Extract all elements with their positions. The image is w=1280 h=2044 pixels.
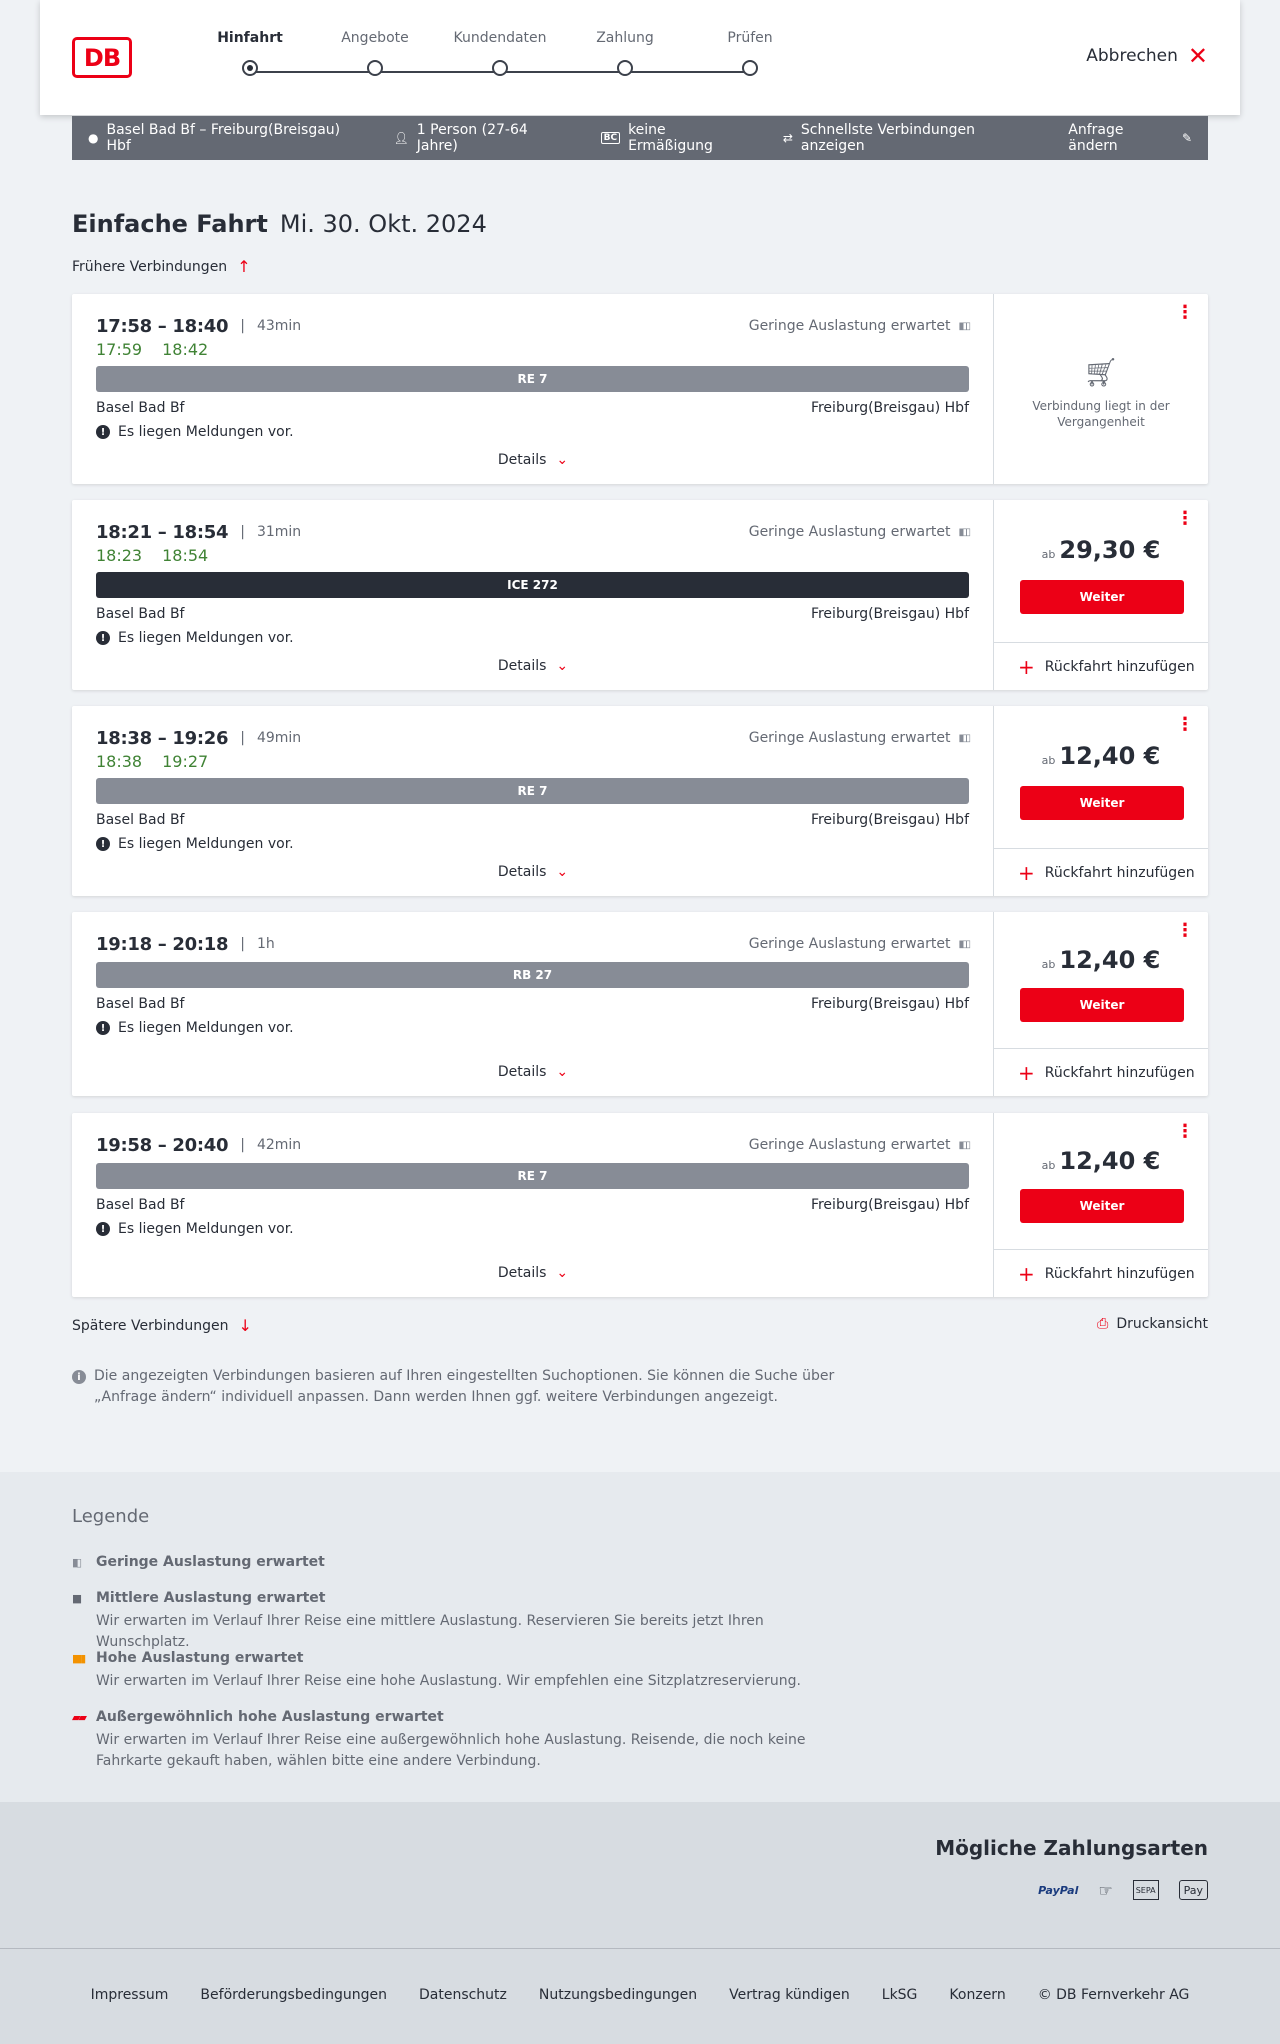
details-toggle[interactable]: Details ⌄ [497,1265,569,1281]
continue-button[interactable]: Weiter [1020,580,1184,614]
footer-link-lksg[interactable]: LkSG [881,1987,918,2003]
train-bar[interactable]: RB 27 [96,962,969,988]
discount-info: BC keine Ermäßigung [601,122,751,154]
price: ab 12,40 € [1041,742,1161,770]
db-logo[interactable]: DB [72,37,132,78]
details-toggle[interactable]: Details ⌄ [497,864,569,880]
step-circle [742,60,758,76]
load-indicator: Geringe Auslastung erwartet ▮▯▯ [748,318,969,334]
price-box [994,500,1208,642]
message-text: Es liegen Meldungen vor. [118,1221,294,1237]
step-circle [617,60,633,76]
connection-card [72,294,1208,484]
continue-button[interactable]: Weiter [1020,786,1184,820]
load-indicator: Geringe Auslastung erwartet ▮▯▯ [748,936,969,952]
price-box [994,912,1208,1048]
plus-icon: + [1018,654,1035,679]
print-view-link[interactable]: ⎙ Druckansicht [1097,1316,1208,1332]
footer-links [0,1987,1280,2003]
origin-station: Basel Bad Bf [96,606,185,622]
message-text: Es liegen Meldungen vor. [118,836,294,852]
plus-icon: + [1018,860,1035,885]
earlier-connections-link[interactable]: Frühere Verbindungen ↑ [72,257,251,276]
connection-times: 18:21 – 18:54 [96,521,229,543]
duration: 42min [256,1137,302,1153]
footer-copyright: © DB Fernverkehr AG [1037,1987,1190,2003]
search-summary-bar [72,116,1208,160]
pencil-icon: ✎ [1181,131,1192,145]
train-bar[interactable]: RE 7 [96,1163,969,1189]
step-circle [242,60,258,76]
realtime-times: 18:38 19:27 [96,752,209,771]
footer-link-befoerderungsbedingungen[interactable]: Beförderungsbedingungen [200,1987,387,2003]
legend-item-medium: ▮▮ Mittlere Auslastung erwartet Wir erwarten im Verlauf Ihrer Reise eine mittlere Auslastung. Reservieren Sie bereits jetzt Ihren Wunschplatz. [72,1590,764,1650]
legend-title: Legende [72,1506,150,1527]
location-pin-icon: ● [88,131,99,145]
train-bar[interactable]: ICE 272 [96,572,969,598]
details-toggle[interactable]: Details ⌄ [497,452,569,468]
duration: 43min [256,318,302,334]
footer-link-impressum[interactable]: Impressum [90,1987,169,2003]
more-options-icon[interactable]: ⋮ [1176,920,1194,941]
more-options-icon[interactable]: ⋮ [1176,302,1194,323]
payment-icons [1038,1880,1208,1900]
price: ab 12,40 € [1041,1147,1161,1175]
legend-item-exceptional: ▰▰ Außergewöhnlich hohe Auslastung erwartet Wir erwarten im Verlauf Ihrer Reise eine außergewöhnlich hohe Auslastung. Reisende, die noch keine Fahrkarte gekauft haben, wählen bitte eine andere Verbindung. [72,1709,806,1769]
load-low-icon: ▮▯▯ [958,320,969,332]
connection-details: 18:21 – 18:54 | 31min Geringe Auslastung erwartet ▮▯▯ 18:23 18:54 ICE 272 Basel Bad Bf Freiburg(Breisgau) Hbf ! Es liegen Meldungen vor. [72,500,994,690]
arrow-down-icon: ↓ [238,1316,252,1335]
connection-times: 19:58 – 20:40 [96,1134,229,1156]
add-return-trip-button[interactable]: + Rückfahrt hinzufügen [994,848,1208,896]
load-low-icon: ▮▯▯ [958,938,969,950]
message-text: Es liegen Meldungen vor. [118,630,294,646]
destination-station: Freiburg(Breisgau) Hbf [810,996,969,1012]
legend-item-high: ▮▮▮ Hohe Auslastung erwartet Wir erwarten im Verlauf Ihrer Reise eine hohe Auslastung. Wir empfehlen eine Sitzplatzreservierung. [72,1650,801,1689]
connection-card [72,706,1208,896]
footer-link-nutzungsbedingungen[interactable]: Nutzungsbedingungen [538,1987,698,2003]
chevron-down-icon: ⌄ [556,1064,569,1080]
plus-icon: + [1018,1060,1035,1085]
legend-item-low: ▮▯ Geringe Auslastung erwartet [72,1554,325,1570]
chevron-down-icon: ⌄ [556,658,569,674]
price-box [994,1113,1208,1249]
legend-section [0,1472,1280,1802]
more-options-icon[interactable]: ⋮ [1176,714,1194,735]
chevron-down-icon: ⌄ [556,1265,569,1281]
close-icon: ✕ [1187,42,1208,70]
chevron-down-icon: ⌄ [556,452,569,468]
origin-station: Basel Bad Bf [96,812,185,828]
warning-icon: ! [96,631,110,645]
connection-times: 18:38 – 19:26 [96,727,229,749]
connection-details: 18:38 – 19:26 | 49min Geringe Auslastung erwartet ▮▯▯ 18:38 19:27 RE 7 Basel Bad Bf Freiburg(Breisgau) Hbf ! Es liegen Meldungen vor. [72,706,994,896]
swap-icon: ⇄ [782,131,793,145]
past-connection-text: Verbindung liegt in der Vergangenheit [1032,399,1170,429]
price: ab 12,40 € [1041,946,1161,974]
bahncard-icon: BC [601,132,620,144]
arrow-up-icon: ↑ [237,257,251,276]
cancel-button[interactable]: Abbrechen ✕ [1086,42,1208,70]
duration: 49min [256,730,302,746]
later-connections-link[interactable]: Spätere Verbindungen ↓ [72,1316,252,1335]
warning-icon: ! [96,837,110,851]
step-circle [492,60,508,76]
step-angebote: Angebote [315,30,435,76]
add-return-trip-button[interactable]: + Rückfahrt hinzufügen [994,642,1208,690]
page-title: Einfache Fahrt Mi. 30. Okt. 2024 [72,210,487,238]
credit-card-hand-icon: ☞ [1098,1880,1113,1900]
details-toggle[interactable]: Details ⌄ [497,658,569,674]
footer-link-konzern[interactable]: Konzern [949,1987,1006,2003]
connection-details: 19:18 – 20:18 | 1h Geringe Auslastung erwartet ▮▯▯ RB 27 Basel Bad Bf Freiburg(Breisgau) Hbf ! Es liegen Meldungen vor. [72,912,994,1096]
add-return-trip-button[interactable]: + Rückfahrt hinzufügen [994,1249,1208,1297]
destination-station: Freiburg(Breisgau) Hbf [810,1197,969,1213]
warning-icon: ! [96,1222,110,1236]
sepa-icon: SEPA [1133,1880,1159,1900]
plus-icon: + [1018,1261,1035,1286]
load-low-icon: ▮▯ [72,1555,81,1569]
step-kundendaten: Kundendaten [440,30,560,76]
info-icon: i [72,1370,86,1384]
origin-station: Basel Bad Bf [96,996,185,1012]
footer-link-datenschutz[interactable]: Datenschutz [418,1987,507,2003]
realtime-times: 18:23 18:54 [96,546,209,565]
footer [0,1948,1280,2044]
duration: 1h [256,936,275,952]
connection-details: 19:58 – 20:40 | 42min Geringe Auslastung erwartet ▮▯▯ RE 7 Basel Bad Bf Freiburg(Breisgau) Hbf ! Es liegen Meldungen vor. [72,1113,994,1297]
person-icon: 👤︎ [393,131,409,145]
payment-title: Mögliche Zahlungsarten [935,1836,1208,1860]
message-text: Es liegen Meldungen vor. [118,424,294,440]
origin-station: Basel Bad Bf [96,1197,185,1213]
realtime-times: 17:59 18:42 [96,340,209,359]
more-options-icon[interactable]: ⋮ [1176,508,1194,529]
apple-pay-icon: Pay [1179,1880,1208,1900]
fastest-info: ⇄ Schnellste Verbindungen anzeigen [782,122,976,154]
info-note: i Die angezeigten Verbindungen basieren auf Ihren eingestellten Suchoptionen. Sie können die Suche über „Anfrage ändern“ individuell anpassen. Dann werden Ihnen ggf. weitere Verbindungen angezeigt. [72,1366,872,1408]
warning-icon: ! [96,425,110,439]
paypal-icon: PayPal [1038,1883,1079,1897]
more-options-icon[interactable]: ⋮ [1176,1121,1194,1142]
load-exceptional-icon: ▰▰ [72,1710,85,1724]
load-high-icon: ▮▮▮ [72,1651,85,1665]
step-circle [367,60,383,76]
price: ab 29,30 € [1041,536,1161,564]
connection-times: 17:58 – 18:40 [96,315,229,337]
continue-button[interactable]: Weiter [1020,988,1184,1022]
payment-methods-section [0,1802,1280,1948]
connection-details: 17:58 – 18:40 | 43min Geringe Auslastung erwartet ▮▯▯ 17:59 18:42 RE 7 Basel Bad Bf Freiburg(Breisgau) Hbf ! Es liegen Meldungen vor. [72,294,994,484]
add-return-trip-button[interactable]: + Rückfahrt hinzufügen [994,1048,1208,1096]
origin-station: Basel Bad Bf [96,400,185,416]
past-connection-box [994,294,1208,484]
message-text: Es liegen Meldungen vor. [118,1020,294,1036]
destination-station: Freiburg(Breisgau) Hbf [810,606,969,622]
warning-icon: ! [96,1021,110,1035]
train-bar[interactable]: RE 7 [96,778,969,804]
persons-info: 👤︎ 1 Person (27-64 Jahre) [393,122,528,154]
load-indicator: Geringe Auslastung erwartet ▮▯▯ [748,524,969,540]
header [40,0,1240,115]
connection-card [72,912,1208,1096]
cart-disabled-icon: 🛒︎ [1083,356,1119,389]
load-low-icon: ▮▯▯ [958,1139,969,1151]
connection-times: 19:18 – 20:18 [96,933,229,955]
price-box [994,706,1208,848]
load-indicator: Geringe Auslastung erwartet ▮▯▯ [748,730,969,746]
chevron-down-icon: ⌄ [556,864,569,880]
destination-station: Freiburg(Breisgau) Hbf [810,812,969,828]
train-bar[interactable]: RE 7 [96,366,969,392]
load-indicator: Geringe Auslastung erwartet ▮▯▯ [748,1137,969,1153]
load-low-icon: ▮▯▯ [958,732,969,744]
route-info: ● Basel Bad Bf – Freiburg(Breisgau) Hbf [88,122,341,154]
details-toggle[interactable]: Details ⌄ [497,1064,569,1080]
progress-steps [210,30,790,90]
step-hinfahrt[interactable]: Hinfahrt [190,30,310,76]
step-zahlung: Zahlung [565,30,685,76]
edit-request-button[interactable]: Anfrage ändern ✎ [1068,122,1192,154]
duration: 31min [256,524,302,540]
connection-card [72,500,1208,690]
printer-icon: ⎙ [1097,1316,1109,1332]
load-medium-icon: ▮▮ [72,1591,81,1605]
destination-station: Freiburg(Breisgau) Hbf [810,400,969,416]
continue-button[interactable]: Weiter [1020,1189,1184,1223]
footer-link-vertrag-kuendigen[interactable]: Vertrag kündigen [729,1987,850,2003]
step-pruefen: Prüfen [690,30,810,76]
connection-card [72,1113,1208,1297]
load-low-icon: ▮▯▯ [958,526,969,538]
